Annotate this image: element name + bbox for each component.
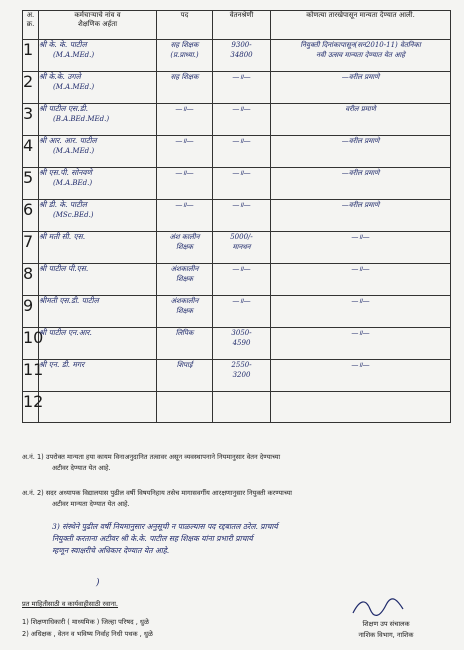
- cell-sn: 7: [23, 232, 39, 264]
- handwritten-note: 3) संस्थेने पुढील वर्षी नियमानुसार अनुसूची न पाळल्यास पद रद्दबातल ठरेल. प्राचार्य नियुक्ती करताना अटीवर श्री के.के. पाटील सह शिक्षक यांना प्रभारी प्राचार्य म्हणून स्वाक्षरीचे अधिकार देण्यात येत आहे.: [52, 522, 278, 555]
- header-sn: अ. क्र.: [23, 11, 39, 40]
- note-1: अ.नं. 1) उपरोक्त मान्यता हया कायम विनाअनुदानित तत्वावर असून व्यवस्थापनाने नियमानुसार वेतन देण्याच्या अटीवर देण्यात येत आहे.: [22, 453, 281, 472]
- cell-name: श्री के.के. उगले (M.A.MEd.): [39, 72, 157, 104]
- cell-sn: 3: [23, 104, 39, 136]
- cell-name: श्री पाटील पी.एस.: [39, 264, 157, 296]
- table-row: [23, 200, 451, 232]
- cell-name: श्री एस.पी. सोनवणे (M.A.BEd.): [39, 168, 157, 200]
- cell-scale: —॥—: [213, 136, 271, 168]
- header-scale: वेतनश्रेणी: [213, 11, 271, 40]
- copy-to-section: प्रत माहितीसाठी व कार्यवाहीसाठी रवाना. 1) शिक्षणाधिकारी ( माध्यमिक ) जिल्हा परिषद , धुळे 2) अधिक्षक , वेतन व भविष्य निर्वाह निधी पथक , धुळे: [22, 600, 153, 638]
- cell-scale: —॥—: [213, 104, 271, 136]
- table-row: [23, 40, 451, 72]
- note-2: अ.नं. 2) सदर अध्यापक विद्यालयास पुढील वर्षी विषयनिहाय तसेच मागासवर्गीय आरक्षणानुसार नियुक्ती करण्याच्या अटीवर मान्यता देण्यात येत आहे.: [22, 489, 293, 508]
- cell-scale: 5000/- मानधन: [213, 232, 271, 264]
- cell-post: अंशकालीन शिक्षक: [157, 296, 213, 328]
- cell-post: अंशकालीन शिक्षक: [157, 264, 213, 296]
- cell-name: श्री मती सी. एस.: [39, 232, 157, 264]
- cell-post: सह शिक्षक: [157, 72, 213, 104]
- cell-date: नियुक्ती दिनांकापासून(सन2010-11) वेतनिका नवी उत्सव मान्यता देण्यात येत आहे: [271, 40, 451, 72]
- table-row: [23, 328, 451, 360]
- cell-post: —॥—: [157, 200, 213, 232]
- cell-name: श्री के. के. पाटील (M.A.MEd.): [39, 40, 157, 72]
- issuing-office: शिक्षण उप संचालक नाशिक विभाग, नाशिक: [358, 620, 414, 639]
- cell-post: लिपिक: [157, 328, 213, 360]
- cell-sn: 1: [23, 40, 39, 72]
- cell-scale: —॥—: [213, 200, 271, 232]
- cell-post: —॥—: [157, 104, 213, 136]
- table-row: [23, 360, 451, 392]
- cell-date: —॥—: [271, 264, 451, 296]
- cell-date: —वरील प्रमाणे: [271, 200, 451, 232]
- cell-sn: 10: [23, 328, 39, 360]
- cell-date: —॥—: [271, 296, 451, 328]
- header-date: कोणत्या तारखेपासून मान्यता देण्यात आली.: [271, 11, 451, 40]
- cell-scale: —॥—: [213, 168, 271, 200]
- table-row: [23, 232, 451, 264]
- table-row: [23, 392, 451, 423]
- cell-date: —॥—: [271, 360, 451, 392]
- cell-post: शिपाई: [157, 360, 213, 392]
- cell-scale: 2550- 3200: [213, 360, 271, 392]
- cell-sn: 9: [23, 296, 39, 328]
- cell-post: [157, 392, 213, 423]
- cell-date: —वरील प्रमाणे: [271, 136, 451, 168]
- cell-sn: 11: [23, 360, 39, 392]
- table-row: [23, 264, 451, 296]
- header-post: पद: [157, 11, 213, 40]
- table-row: [23, 72, 451, 104]
- cell-post: —॥—: [157, 136, 213, 168]
- cell-date: वरील प्रमाणे: [271, 104, 451, 136]
- cell-scale: —॥—: [213, 296, 271, 328]
- cell-name: श्री आर. आर. पाटील (M.A.MEd.): [39, 136, 157, 168]
- cell-sn: 12: [23, 392, 39, 423]
- cell-date: —॥—: [271, 328, 451, 360]
- table-row: [23, 104, 451, 136]
- signature-mark: [348, 595, 408, 621]
- header-name: कर्मचाऱ्याचे नांव व शैक्षणिक अर्हता: [39, 11, 157, 40]
- cell-post: अंश कालीन शिक्षक: [157, 232, 213, 264]
- table-row: [23, 168, 451, 200]
- cell-name: श्री पाटील एन.आर.: [39, 328, 157, 360]
- cell-name: श्रीमती एस.डी. पाटील: [39, 296, 157, 328]
- cell-date: [271, 392, 451, 423]
- cell-scale: [213, 392, 271, 423]
- cell-name: श्री पाटील एस.डी. (B.A.BEd.MEd.): [39, 104, 157, 136]
- approval-table: [22, 10, 451, 423]
- cell-post: —॥—: [157, 168, 213, 200]
- initial-mark: ): [96, 578, 100, 588]
- cell-post: सह शिक्षक (प्र.प्राध्या.): [157, 40, 213, 72]
- table-row: [23, 296, 451, 328]
- cell-name: श्री एन. डी. मगर: [39, 360, 157, 392]
- cell-scale: 9300- 34800: [213, 40, 271, 72]
- cell-sn: 2: [23, 72, 39, 104]
- cell-scale: —॥—: [213, 72, 271, 104]
- cell-date: —वरील प्रमाणे: [271, 168, 451, 200]
- cell-scale: —॥—: [213, 264, 271, 296]
- cell-sn: 6: [23, 200, 39, 232]
- cell-scale: 3050- 4590: [213, 328, 271, 360]
- cell-sn: 8: [23, 264, 39, 296]
- cell-sn: 4: [23, 136, 39, 168]
- cell-name: श्री डी. के. पाटील (MSc.BEd.): [39, 200, 157, 232]
- cell-date: —वरील प्रमाणे: [271, 72, 451, 104]
- cell-sn: 5: [23, 168, 39, 200]
- table-row: [23, 136, 451, 168]
- table-header-row: [23, 11, 451, 40]
- cell-name: [39, 392, 157, 423]
- cell-date: —॥—: [271, 232, 451, 264]
